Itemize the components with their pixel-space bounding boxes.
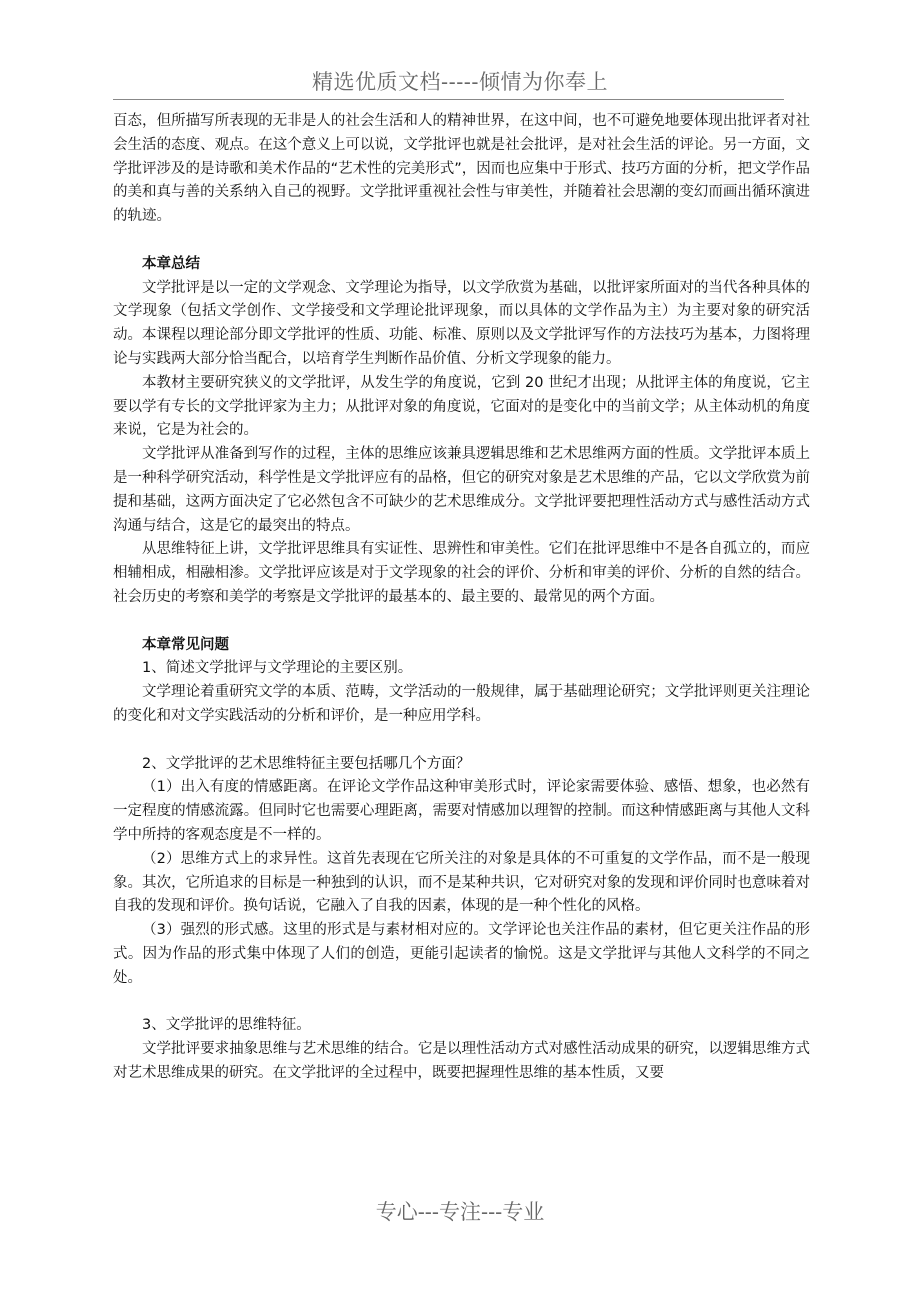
faq-question-1: 1、简述文学批评与文学理论的主要区别。 [142,660,413,677]
spacer [113,990,810,1014]
summary-heading: 本章总结 [142,255,200,272]
faq-answer-2-point-1: （1）出入有度的情感距离。在评论文学作品这种审美形式时，评论家需要体验、感悟、想象，也必然有一定程度的情感流露。但同时它也需要心理距离，需要对情感加以理智的控制。而这种情感距离与其他人文科学中所持的客观态度是不一样的。 [113,779,810,843]
faq-answer-1: 文学理论着重研究文学的本质、范畴，文学活动的一般规律，属于基础理论研究；文学批评则更关注理论的变化和对文学实践活动的分析和评价，是一种应用学科。 [113,684,810,724]
summary-paragraph-3: 文学批评从准备到写作的过程，主体的思维应该兼具逻辑思维和艺术思维两方面的性质。文学批评本质上是一种科学研究活动，科学性是文学批评应有的品格，但它的研究对象是艺术思维的产品，它以文学欣赏为前提和基础，这两方面决定了它必然包含不可缺少的艺术思维成分。文学批评要把理性活动方式与感性活动方式沟通与结合，这是它的最突出的特点。 [113,446,810,534]
summary-paragraph-2: 本教材主要研究狭义的文学批评，从发生学的角度说，它到 20 世纪才出现；从批评主体的角度说，它主要以学有专长的文学批评家为主力；从批评对象的角度说，它面对的是变化中的当前文学；从主体动机的角度来说，它是为社会的。 [113,374,810,439]
page-footer: 专心---专注---专业 [375,1200,545,1224]
faq-answer-2-point-2: （2）思维方式上的求异性。这首先表现在它所关注的对象是具体的不可重复的文学作品，而不是一般现象。其次，它所追求的目标是一种独到的认识，而不是某种共识，它对研究对象的发现和评价同时也意味着对自我的发现和评价。换句话说，它融入了自我的因素，体现的是一种个性化的风格。 [113,850,810,915]
faq-answer-3: 文学批评要求抽象思维与艺术思维的结合。它是以理性活动方式对感性活动成果的研究，以逻辑思维方式对艺术思维成果的研究。在文学批评的全过程中，既要把握理性思维的基本性质，又要 [113,1041,810,1081]
document-body [113,110,810,1086]
faq-question-3: 3、文学批评的思维特征。 [142,1017,311,1034]
faq-heading: 本章常见问题 [142,636,229,653]
page-header: 精选优质文档-----倾情为你奉上 [312,70,608,94]
spacer [113,610,810,634]
summary-paragraph-1: 文学批评是以一定的文学观念、文学理论为指导，以文学欣赏为基础，以批评家所面对的当代各种具体的文学现象（包括文学创作、文学接受和文学理论批评现象，而以具体的文学作品为主）为主要对象的研究活动。本课程以理论部分即文学批评的性质、功能、标准、原则以及文学批评写作的方法技巧为基本，力图将理论与实践两大部分恰当配合，以培育学生判断作品价值、分析文学现象的能力。 [113,279,810,367]
faq-answer-2-point-3: （3）强烈的形式感。这里的形式是与素材相对应的。文学评论也关注作品的素材，但它更关注作品的形式。因为作品的形式集中体现了人们的创造，更能引起读者的愉悦。这是文学批评与其他人文科学的不同之处。 [113,922,810,986]
summary-paragraph-4: 从思维特征上讲，文学批评思维具有实证性、思辨性和审美性。它们在批评思维中不是各自孤立的，而应相辅相成，相融相渗。文学批评应该是对于文学现象的社会的评价、分析和审美的评价、分析的自然的结合。社会历史的考察和美学的考察是文学批评的最基本的、最主要的、最常见的两个方面。 [113,541,810,605]
header-divider [113,99,784,100]
faq-question-2: 2、文学批评的艺术思维特征主要包括哪几个方面？ [142,755,471,772]
intro-paragraph: 百态，但所描写所表现的无非是人的社会生活和人的精神世界，在这中间，也不可避免地要体现出批评者对社会生活的态度、观点。在这个意义上可以说，文学批评也就是社会批评，是对社会生活的评论。另一方面，文学批评涉及的是诗歌和美术作品的“艺术性的完美形式”，因而也应集中于形式、技巧方面的分析，把文学作品的美和真与善的关系纳入自己的视野。文学批评重视社会性与审美性，并随着社会思潮的变幻而画出循环演进的轨迹。 [113,113,810,225]
spacer [113,729,810,753]
spacer [113,229,810,253]
